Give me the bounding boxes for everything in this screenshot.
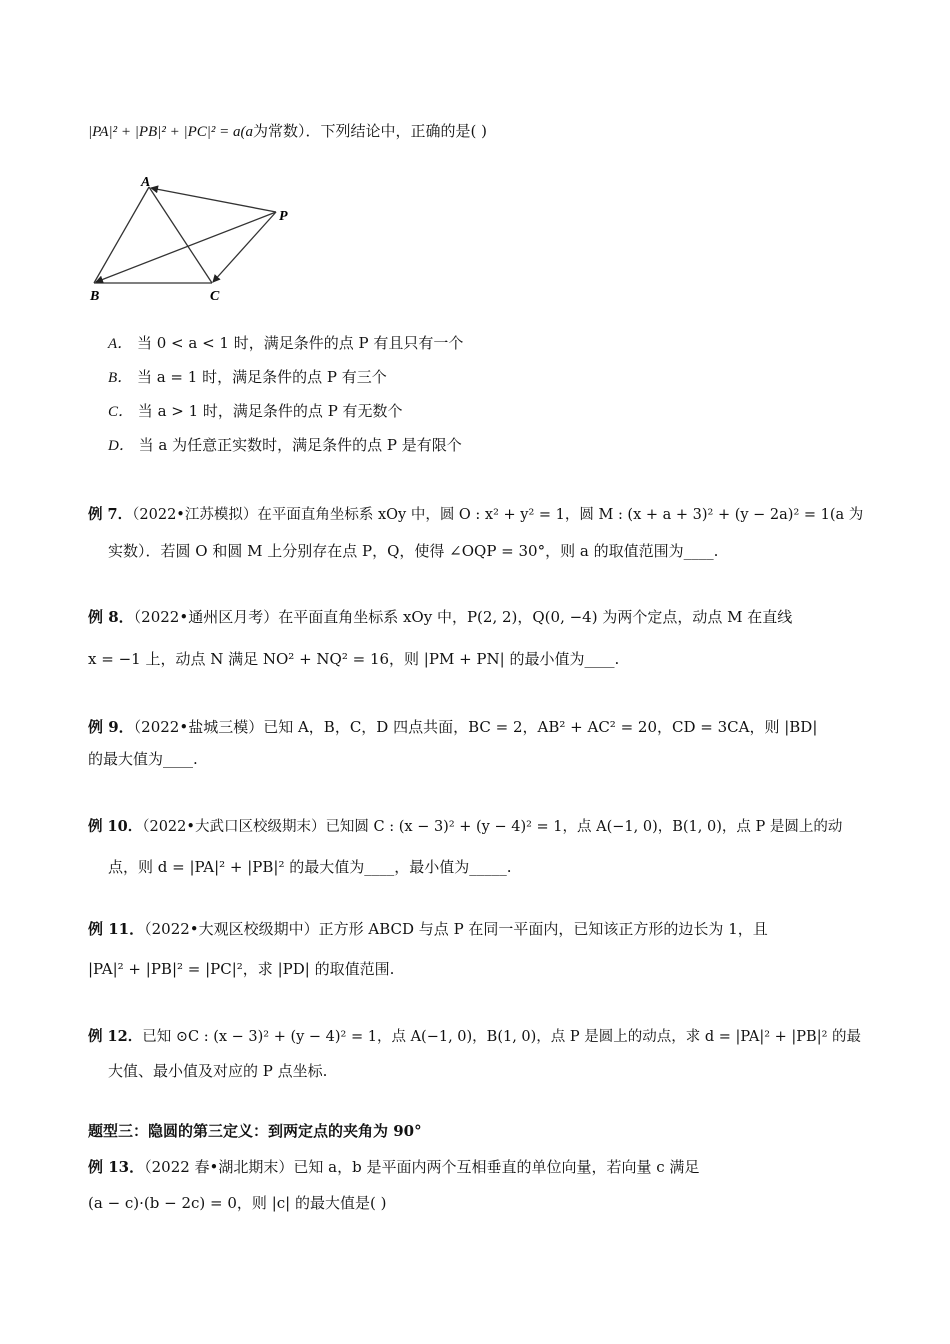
- example-13-number: 例 13．: [88, 1158, 145, 1176]
- vector-PA: [151, 188, 276, 212]
- example-11-line-1: [88, 918, 768, 940]
- example-13-paren: ( ): [369, 1194, 387, 1212]
- example-11-line-2: [88, 958, 394, 980]
- example-9-number: 例 9．: [88, 718, 134, 736]
- q6-condition-line: [88, 120, 487, 143]
- label-B: B: [90, 289, 100, 304]
- option-c-letter: C．: [108, 404, 134, 420]
- example-10-line-2: [108, 856, 512, 878]
- q6-suffix: 为常数）．下列结论中，正确的是: [252, 122, 471, 140]
- section-heading: 题型三：隐圆的第三定义：到两定点的夹角为 90°: [88, 1122, 422, 1140]
- option-d-letter: D．: [108, 438, 134, 454]
- example-10-line-1: [88, 816, 842, 838]
- example-8-number: 例 8．: [88, 608, 134, 626]
- example-12-line-2: [108, 1060, 327, 1082]
- option-a-letter: A．: [108, 336, 133, 352]
- option-d-text: 当 a 为任意正实数时，满足条件的点 P 是有限个: [138, 436, 462, 454]
- example-8-text-2: x = −1 上，动点 N 满足 NO² + NQ² = 16，则 |PM + PN| 的最小值为____.: [88, 650, 620, 668]
- example-7-text-2: 实数）．若圆 O 和圆 M 上分别存在点 P，Q，使得 ∠OQP = 30°，则 a 的取值范围为____.: [108, 542, 719, 560]
- example-9-text-1: （2022•盐城三模）已知 A，B，C，D 四点共面，BC = 2，AB² + AC² = 20，CD = 3CA，则 |BD|: [133, 718, 818, 736]
- example-7-line-1: [88, 504, 863, 526]
- label-C: C: [210, 289, 220, 304]
- vector-PC: [213, 212, 276, 282]
- example-13-line-1: [88, 1156, 699, 1178]
- example-12-line-1: [88, 1026, 861, 1048]
- option-a: [108, 332, 463, 355]
- example-8-text-1: （2022•通州区月考）在平面直角坐标系 xOy 中，P(2, 2)，Q(0, −4) 为两个定点，动点 M 在直线: [133, 608, 793, 626]
- option-b-letter: B．: [108, 370, 133, 386]
- q6-paren: ( ): [470, 122, 487, 140]
- example-13-text-1: （2022 春•湖北期末）已知 a，b 是平面内两个互相垂直的单位向量，若向量 c 满足: [144, 1158, 700, 1176]
- option-d: [108, 434, 462, 457]
- label-P: P: [279, 209, 288, 224]
- option-c-text: 当 a > 1 时，满足条件的点 P 有无数个: [137, 402, 403, 420]
- q6-formula: |PA|² + |PB|² + |PC|² = a(a: [88, 124, 253, 140]
- example-12-text-2: 大值、最小值及对应的 P 点坐标.: [108, 1062, 328, 1080]
- vector-PB: [96, 212, 276, 282]
- example-11-number: 例 11．: [88, 920, 145, 938]
- example-10-text-1: （2022•大武口区校级期末）已知圆 C : (x − 3)² + (y − 4)² = 1，点 A(−1, 0)，B(1, 0)，点 P 是圆上的动: [142, 819, 843, 835]
- example-10-number: 例 10．: [88, 818, 143, 835]
- example-12-number: 例 12．: [88, 1028, 143, 1045]
- example-11-text-1: （2022•大观区校级期中）正方形 ABCD 与点 P 在同一平面内，已知该正方形的边长为 1，且: [144, 920, 768, 938]
- segment-BA: [94, 187, 149, 283]
- segment-AC: [149, 187, 212, 283]
- example-13-line-2: [88, 1192, 386, 1214]
- example-9-text-2: 的最大值为____.: [88, 750, 198, 768]
- label-A: A: [141, 175, 151, 190]
- example-7-number: 例 7．: [88, 506, 133, 523]
- option-b: [108, 366, 387, 389]
- example-10-text-2: 点，则 d = |PA|² + |PB|² 的最大值为____，最小值为_____.: [108, 858, 512, 876]
- option-c: [108, 400, 403, 423]
- option-b-text: 当 a = 1 时，满足条件的点 P 有三个: [136, 368, 387, 386]
- example-12-text-1: 已知 ⊙C : (x − 3)² + (y − 4)² = 1，点 A(−1, 0)，B(1, 0)，点 P 是圆上的动点，求 d = |PA|² + |PB|² 的最: [142, 1029, 861, 1045]
- option-a-text: 当 0 < a < 1 时，满足条件的点 P 有且只有一个: [136, 334, 464, 352]
- example-8-line-2: [88, 648, 619, 670]
- example-8-line-1: [88, 606, 792, 628]
- example-11-text-2: |PA|² + |PB|² = |PC|²，求 |PD| 的取值范围.: [88, 960, 395, 978]
- quadrilateral-figure: [84, 170, 304, 305]
- example-7-text-1: （2022•江苏模拟）在平面直角坐标系 xOy 中，圆 O : x² + y² = 1，圆 M : (x + a + 3)² + (y − 2a)² = 1(a 为: [132, 507, 864, 523]
- example-7-line-2: [108, 540, 718, 562]
- example-13-text-2: (a − c)·(b − 2c) = 0，则 |c| 的最大值是: [88, 1194, 370, 1212]
- example-9-line-1: [88, 716, 817, 738]
- example-9-line-2: [88, 748, 198, 770]
